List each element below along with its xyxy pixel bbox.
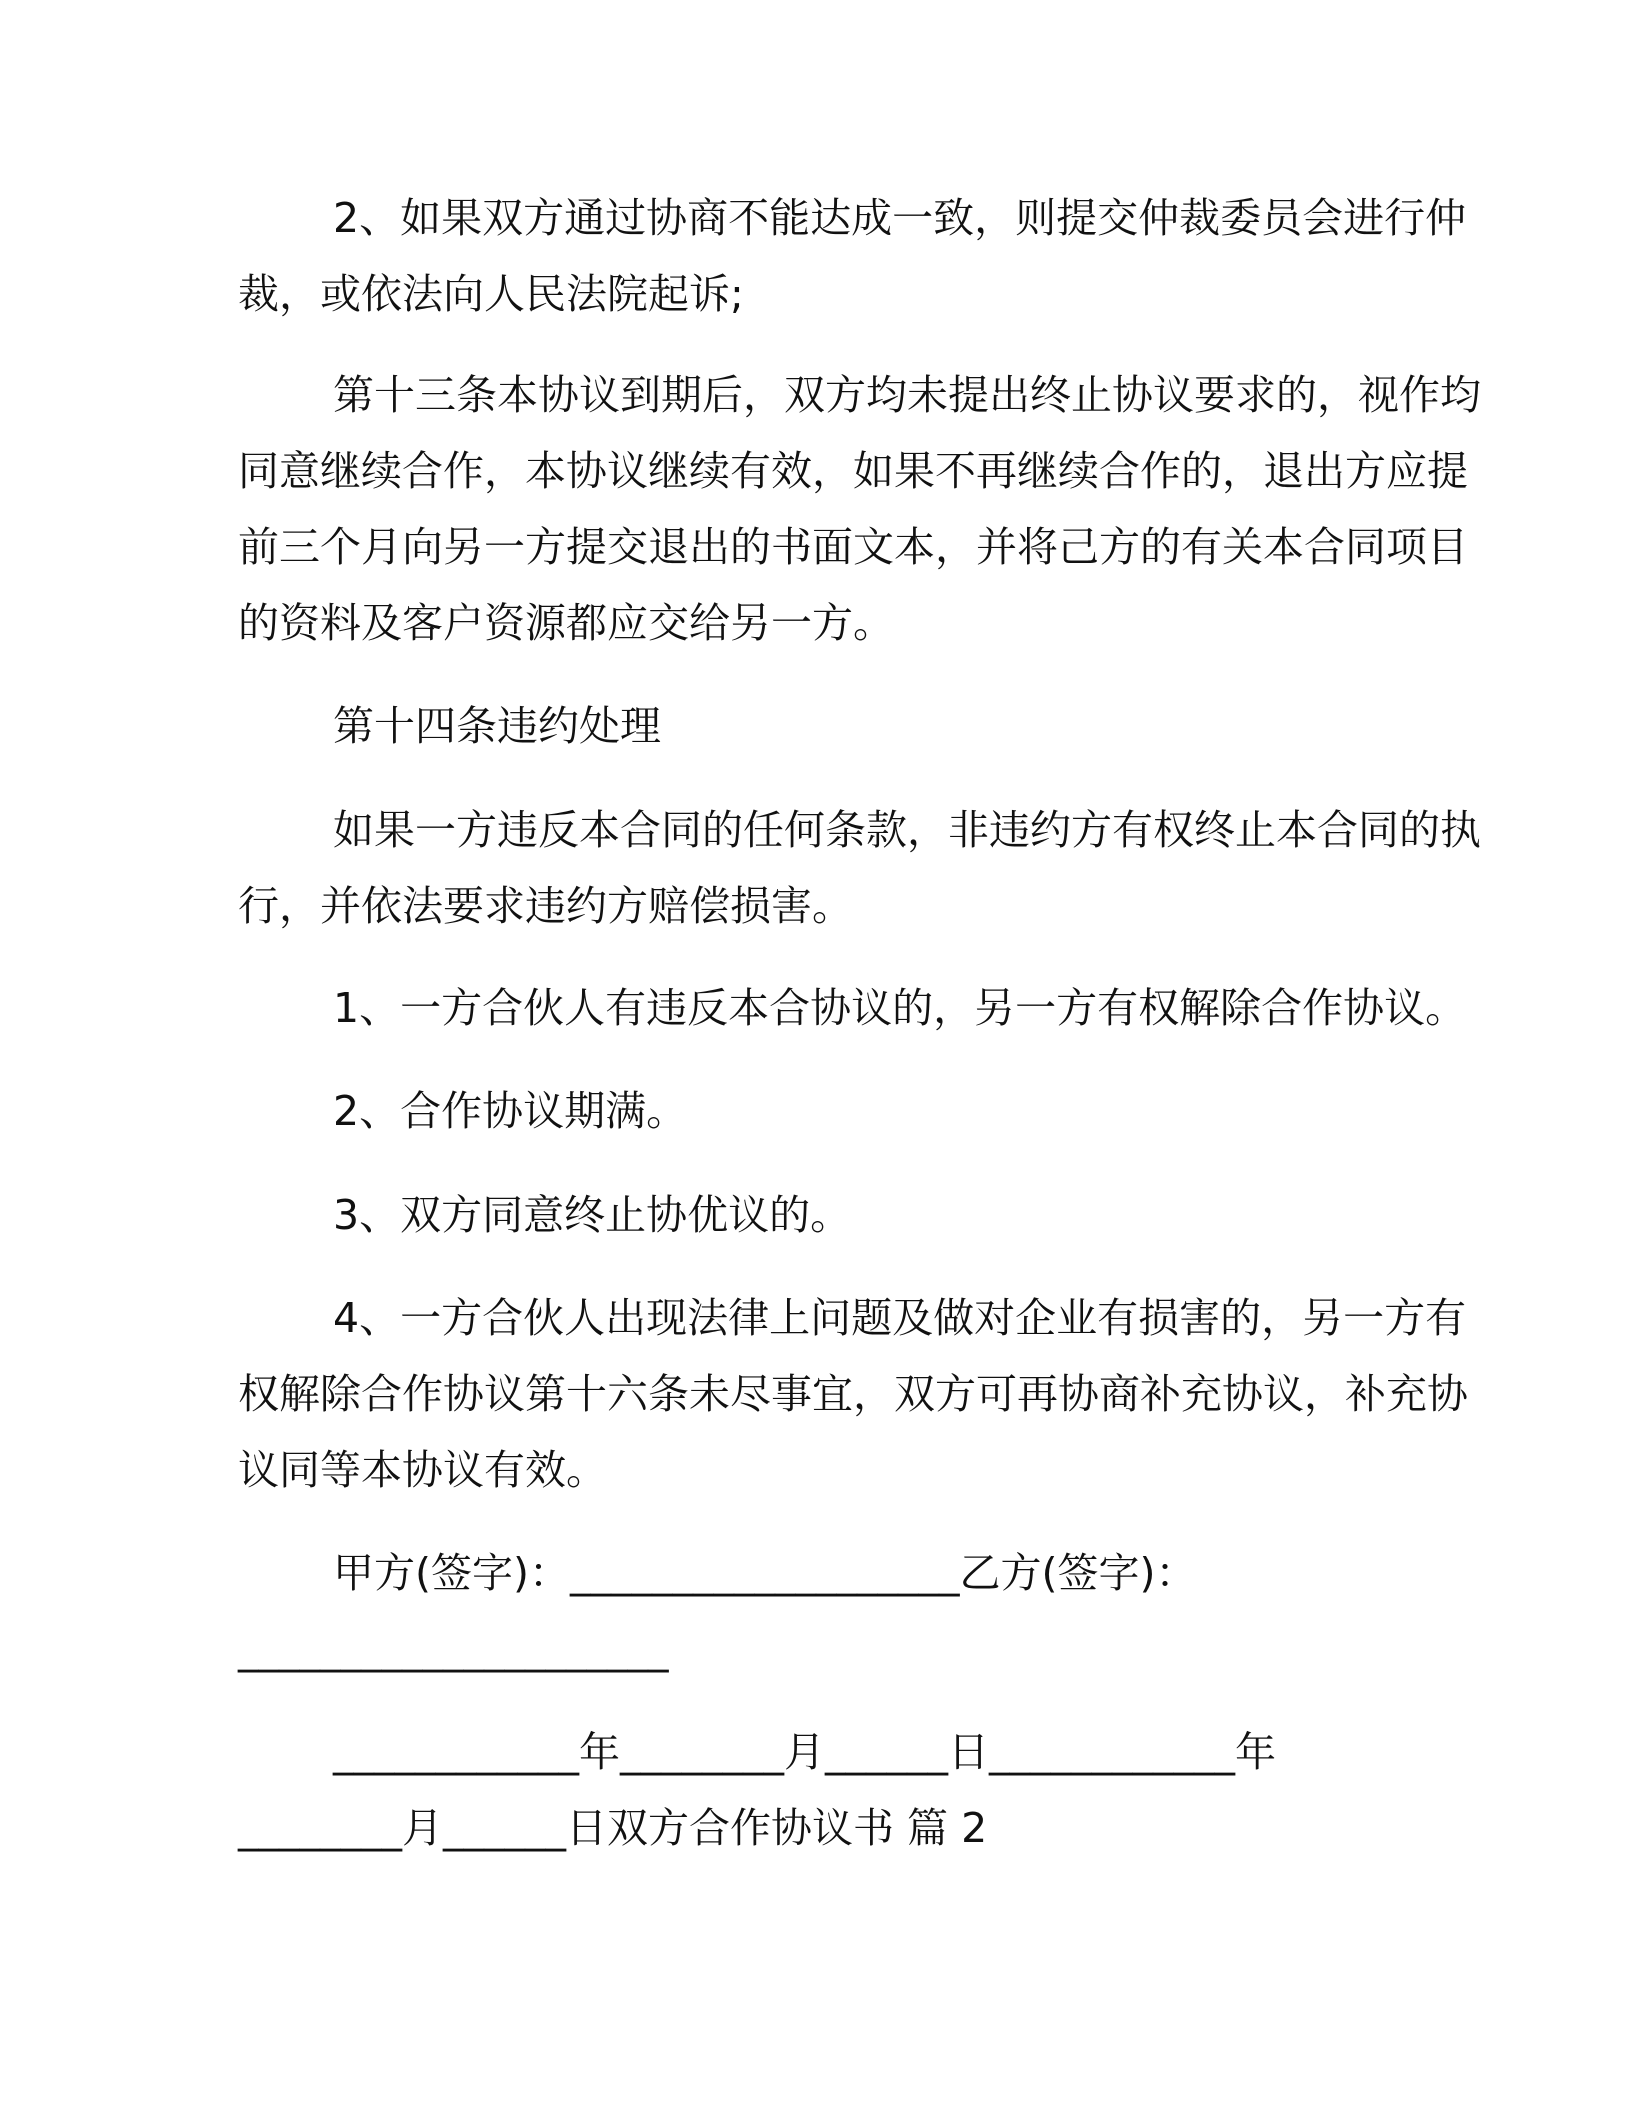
paragraph-line-2: 裁，或依法向人民法院起诉;	[238, 270, 744, 318]
article-13-line-2: 同意继续合作，本协议继续有效，如果不再继续合作的，退出方应提	[238, 447, 1468, 495]
date-line-1: ____________年________月______日____________年	[333, 1728, 1276, 1776]
signature-line-1: 甲方(签字)：___________________乙方(签字)：	[333, 1549, 1197, 1597]
termination-item-4-line-1: 4、一方合伙人出现法律上问题及做对企业有损害的，另一方有	[333, 1294, 1467, 1342]
breach-paragraph-line-1: 如果一方违反本合同的任何条款，非违约方有权终止本合同的执	[333, 806, 1481, 854]
paragraph-line-1: 2、如果双方通过协商不能达成一致，则提交仲裁委员会进行仲	[333, 194, 1467, 242]
breach-paragraph-line-2: 行，并依法要求违约方赔偿损害。	[238, 882, 853, 930]
termination-item-2: 2、合作协议期满。	[333, 1087, 688, 1135]
signature-line-2: _____________________	[238, 1625, 669, 1673]
article-13-line-1: 第十三条本协议到期后，双方均未提出终止协议要求的，视作均	[333, 371, 1481, 419]
article-13-line-4: 的资料及客户资源都应交给另一方。	[238, 599, 894, 647]
termination-item-4-line-3: 议同等本协议有效。	[238, 1446, 607, 1494]
date-line-2: ________月______日双方合作协议书 篇 2	[238, 1804, 988, 1852]
article-13-line-3: 前三个月向另一方提交退出的书面文本，并将己方的有关本合同项目	[238, 523, 1468, 571]
termination-item-1: 1、一方合伙人有违反本合协议的，另一方有权解除合作协议。	[333, 984, 1467, 1032]
article-14-heading: 第十四条违约处理	[333, 702, 661, 750]
termination-item-3: 3、双方同意终止协优议的。	[333, 1191, 852, 1239]
termination-item-4-line-2: 权解除合作协议第十六条未尽事宜，双方可再协商补充协议，补充协	[238, 1370, 1468, 1418]
